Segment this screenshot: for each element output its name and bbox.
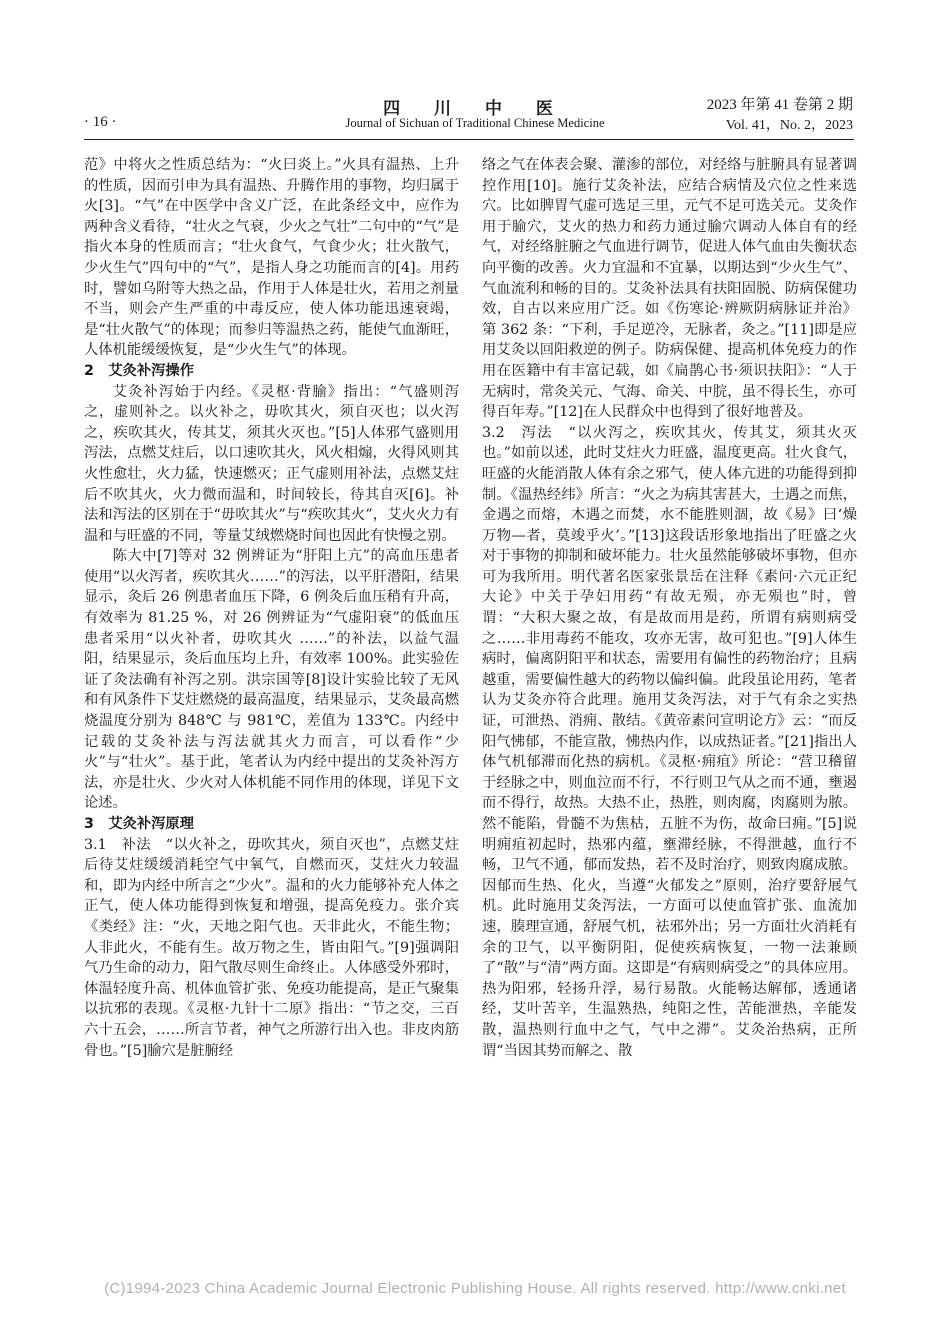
- paragraph: 陈大中[7]等对 32 例辨证为“肝阳上亢”的高血压患者使用“以火泻者，疾吹其火……”的泻法，以平肝潜阳，结果显示，灸后 26 例患者血压下降，6 例灸后血压稍有升高，有效率为 81.25 %，对 26 例辨证为“气虚阳衰”的低血压患者采用“以火补者，毋吹其火 ……”的补法，以益气温阳，结果显示，灸后血压均上升，有效率 100%。此实验佐证了灸法确有补泻之别。洪宗国等[8]设计实验比较了无风和有风条件下艾炷燃烧的最高温度，结果显示，艾灸最高燃烧温度分别为 848℃ 与 981℃，差值为 133℃。内经中记载的艾灸补法与泻法就其火力而言，可以看作“少火”与“壮火”。基于此，笔者认为内经中提出的艾灸补泻方法，亦是壮火、少火对人体机能不同作用的体现，详见下文论述。: [84, 548, 459, 812]
- subsection-text: “以火泻之，疾吹其火，传其艾，须其火灭也。”如前以述，此时艾炷火力旺盛，温度更高。壮火食气，旺盛的火能消散人体有余之邪气，使人体亢进的功能得到抑制。《温热经纬》所言：“火之为病其害甚大，土遇之而焦，金遇之而熔，木遇之而焚，水不能胜则涸，故《易》曰‘燥万物—者，莫竣乎火’。”[13]这段话形象地指出了旺盛之火对于事物的抑制和破坏能力。壮火虽然能够破坏事物，但亦可为我所用。明代著名医家张景岳在注释《素问·六元正纪大论》中关于孕妇用药“有故无殒，亦无殒也”时，曾谓：“大积大聚之故，有是故而用是药，所谓有病则病受之……非用毒药不能攻，攻亦无害，故可犯也。”[9]人体生病时，偏离阴阳平和状态，需要用有偏性的药物治疗；且病越重，需要偏性越大的药物以偏纠偏。此段虽论用药，笔者认为艾灸亦符合此理。施用艾灸泻法，对于气有余之实热证，可泄热、消痈、散结。《黄帝素问宣明论方》云：“而反阳气怫郁，不能宣散，怫热内作，以成热证者。”[21]指出人体气机郁滞而化热的病机。《灵枢·痈疽》所论：“营卫稽留于经脉之中，则血泣而不行，不行则卫气从之而不通，壅遏而不得行，故热。大热不止，热胜，则肉腐，肉腐则为脓。然不能陷，骨髓不为焦枯，五脏不为伤，故命曰痈。”[5]说明痈疽初起时，热邪内蕴，壅滞经脉，不得泄越，血行不畅，卫气不通，郁而发热，若不及时治疗，则致肉腐成脓。因郁而生热、化火，当遵“火郁发之”原则，治疗要舒展气机。此时施用艾灸泻法，一方面可以使血管扩张、血流加速，腠理宣通，舒展气机，祛邪外出；另一方面壮火消耗有余的卫气，以平衡阴阳，促使疾病恢复，一物一法兼顾了“散”与“清”两方面。这即是“有病则病受之”的具体应用。热为阳邪，轻扬升浮，易行易散。火能畅达解郁，透通诸经，艾叶苦辛，生温熟热，纯阳之性，苦能泄热，辛能发散，温热则行血中之气，气中之滞”。艾灸治热病，正所谓“当因其势而解之、散: [482, 424, 857, 1059]
- journal-title-cn: 四 川 中 医: [383, 99, 567, 119]
- section-heading-2: 2 艾灸补泻操作: [84, 362, 195, 379]
- subsection-text: “以火补之，毋吹其火，须自灭也”，点燃艾炷后待艾炷缓缓消耗空气中氧气，自燃而灭，艾炷火力较温和，即为内经中所言之“少火”。温和的火力能够补充人体之正气，使人体功能得到恢复和增强，提高免疫力。张介宾《类经》注：“火，天地之阳气也。天非此火，不能生物；人非此火，不能有生。故万物之生，皆由阳气。”[9]强调阳气乃生命的动力，阳气散尽则生命终止。人体感受外邪时，体温轻度升高、机体血管扩张、免疫功能提高，是正气聚集以抗邪的表现。《灵枢·九针十二原》指出：“节之交，三百六十五会，……所言节者，神气之所游行出入也。非皮肉筋骨也。”[5]腧穴是脏腑经: [84, 836, 459, 1059]
- copyright-watermark: (C)1994-2023 China Academic Journal Electronic Publishing House. All rights reserved. http://www.cnki.net: [104, 1280, 846, 1297]
- subsection-heading-3-1: 3.1 补法: [84, 836, 152, 853]
- header-rule: [84, 139, 854, 140]
- section-heading-3: 3 艾灸补泻原理: [84, 816, 195, 832]
- paragraph: 络之气在体表会聚、灌渗的部位，对经络与脏腑具有显著调控作用[10]。施行艾灸补法，应结合病情及穴位之性来选穴。比如脾胃气虚可选足三里，元气不足可选关元。艾灸作用于腧穴，艾火的热力和药力通过腧穴调动人体自有的经气，对经络脏腑之气血进行调节，促进人体气血由失衡状态向平衡的改善。火力宜温和不宜暴，以期达到“少火生气”、气血流利和畅的目的。艾灸补法具有扶阳固脱、防病保健功效，自古以来应用广泛。如《伤寒论·辨厥阴病脉证并治》第 362 条：“下利，手足逆冷，无脉者，灸之。”[11]即是应用艾灸以回阳救逆的例子。防病保健、提高机体免疫力的作用在医籍中有丰富记载，如《扁鹊心书·须识扶阳》：“人于无病时，常灸关元、气海、命关、中脘，虽不得长生，亦可得百年寿。”[12]在人民群众中也得到了很好地普及。: [482, 157, 857, 421]
- page-header: [0, 0, 950, 140]
- issue-info-en: Vol. 41，No. 2，2023: [725, 118, 853, 133]
- page-number: · 16 ·: [84, 114, 117, 130]
- journal-title-en: Journal of Sichuan of Traditional Chinese Medicine: [345, 116, 605, 130]
- subsection-heading-3-2: 3.2 泻法: [482, 424, 553, 441]
- left-column: [84, 155, 459, 1061]
- issue-info-cn: 2023 年第 41 卷第 2 期: [706, 97, 853, 113]
- paragraph: 范》中将火之性质总结为：“火曰炎上。”火具有温热、上升的性质，因而引申为具有温热、升腾作用的事物，均归属于火[3]。“气”在中医学中含义广泛，在此条经文中，应作为两种含义看待，“壮火之气衰，少火之气壮”二句中的“气”是指火本身的性质而言；“壮火食气，气食少火；壮火散气，少火生气”四句中的“气”，是指人身之功能而言的[4]。用药时，譬如乌附等大热之品，作用于人体是壮火，若用之剂量不当，则会产生严重的中毒反应，使人体功能迅速衰竭，是“壮火散气”的体现；而参归等温热之药，能使气血渐旺，人体机能缓缓恢复，是“少火生气”的体现。: [84, 157, 459, 359]
- paragraph: 艾灸补泻始于内经。《灵枢·背腧》指出：“气盛则泻之，虚则补之。以火补之，毋吹其火，须自灭也；以火泻之，疾吹其火，传其艾，须其火灭也。”[5]人体邪气盛则用泻法，点燃艾炷后，以口速吹其火，风火相煽，火得风则其火性愈壮，火力猛，快速燃灭；正气虚则用补法，点燃艾炷后不吹其火，火力微而温和，时间较长，待其自灭[6]。补法和泻法的区别在于“毋吹其火”与“疾吹其火”，艾火火力有温和与旺盛的不同，等量艾绒燃烧时间也因此有快慢之别。: [84, 383, 459, 544]
- right-column: [482, 155, 857, 1061]
